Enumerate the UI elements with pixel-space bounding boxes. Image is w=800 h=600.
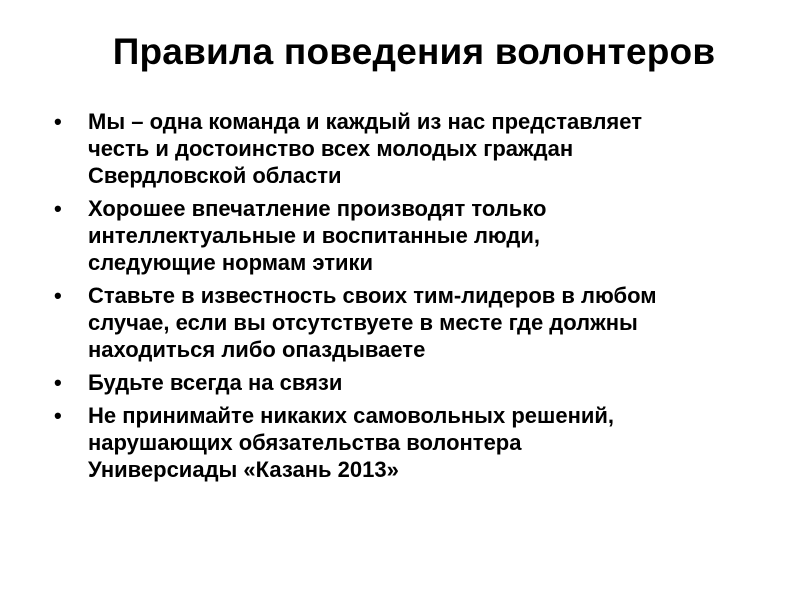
list-item bbox=[54, 195, 774, 276]
bullet-icon: • bbox=[54, 370, 62, 395]
bullet-icon: • bbox=[54, 196, 62, 221]
bullet-icon: • bbox=[54, 403, 62, 428]
bullet-text: Не принимайте никаких самовольных решений, нарушающих обязательства волонтера Универсиады «Казань 2013» bbox=[88, 403, 615, 482]
bullet-icon: • bbox=[54, 283, 62, 308]
bullet-icon: • bbox=[54, 109, 62, 134]
bullet-list bbox=[54, 108, 774, 489]
list-item bbox=[54, 108, 774, 189]
bullet-text: Ставьте в известность своих тим-лидеров в любом случае, если вы отсутствуете в месте где должны находиться либо опаздываете bbox=[88, 283, 657, 362]
bullet-text: Мы – одна команда и каждый из нас представляет честь и достоинство всех молодых граждан Свердловской области bbox=[88, 109, 642, 188]
slide-title: Правила поведения волонтеров bbox=[112, 31, 716, 72]
list-item bbox=[54, 282, 774, 363]
bullet-text: Хорошее впечатление производят только интеллектуальные и воспитанные люди, следующие нормам этики bbox=[88, 196, 547, 275]
list-item bbox=[54, 402, 774, 483]
bullet-text: Будьте всегда на связи bbox=[88, 370, 343, 395]
list-item bbox=[54, 369, 774, 396]
